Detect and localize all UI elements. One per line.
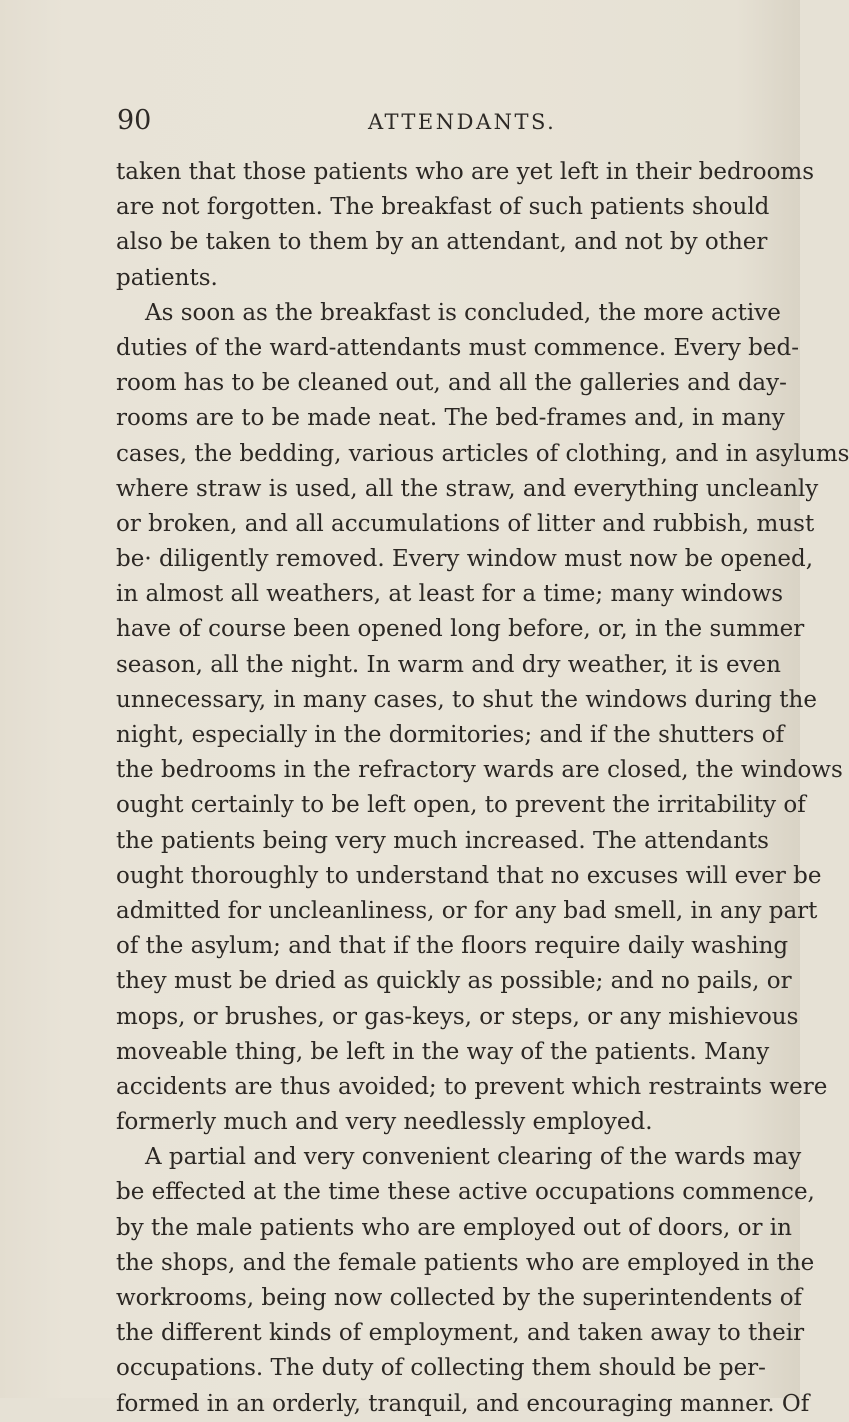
text-line: the different kinds of employment, and taken away to their — [116, 1320, 805, 1347]
text-line: formed in an orderly, tranquil, and encouraging manner. Of — [116, 1390, 810, 1417]
running-title: ATTENDANTS. — [368, 110, 557, 134]
text-line: A partial and very convenient clearing of the wards may — [145, 1144, 802, 1171]
text-line: admitted for uncleanliness, or for any bad smell, in any part — [116, 897, 818, 924]
text-line: the patients being very much increased. The attendants — [116, 827, 769, 854]
text-line: season, all the night. In warm and dry weather, it is even — [116, 651, 781, 678]
text-line: workrooms, being now collected by the superintendents of — [116, 1285, 803, 1311]
page-number: 90 — [117, 105, 152, 136]
text-line: by the male patients who are employed out of doors, or in — [116, 1214, 792, 1241]
text-line: formerly much and very needlessly employed. — [116, 1109, 653, 1136]
text-line: have of course been opened long before, or, in the summer — [116, 616, 805, 643]
body-text — [116, 155, 849, 1422]
text-line: night, especially in the dormitories; and if the shutters of — [116, 722, 785, 748]
text-line: ought thoroughly to understand that no excuses will ever be — [116, 862, 822, 889]
text-line: mops, or brushes, or gas-keys, or steps, or any mishievous — [116, 1003, 799, 1030]
text-line: in almost all weathers, at least for a time; many windows — [116, 581, 784, 608]
text-line: occupations. The duty of collecting them should be per- — [116, 1355, 766, 1382]
text-line: or broken, and all accumulations of litter and rubbish, must — [116, 510, 815, 537]
text-line: also be taken to them by an attendant, and not by other — [116, 229, 768, 256]
text-line: accidents are thus avoided; to prevent which restraints were — [116, 1073, 828, 1100]
text-line: moveable thing, be left in the way of the patients. Many — [116, 1038, 770, 1065]
text-line: patients. — [116, 264, 218, 291]
text-line: taken that those patients who are yet left in their bedrooms — [116, 159, 815, 185]
text-line: the shops, and the female patients who are employed in the — [116, 1249, 815, 1276]
text-line: room has to be cleaned out, and all the galleries and day- — [116, 370, 787, 397]
text-line: cases, the bedding, various articles of clothing, and in asylums — [116, 440, 849, 467]
text-line: the bedrooms in the refractory wards are closed, the windows — [116, 757, 843, 784]
text-line: ought certainly to be left open, to prevent the irritability of — [116, 792, 806, 819]
text-line: where straw is used, all the straw, and everything uncleanly — [116, 475, 819, 502]
text-line: rooms are to be made neat. The bed-frames and, in many — [116, 405, 785, 432]
text-line: be· diligently removed. Every window must now be opened, — [116, 546, 814, 573]
text-line: they must be dried as quickly as possible; and no pails, or — [116, 968, 792, 995]
text-line: be effected at the time these active occupations commence, — [116, 1179, 815, 1206]
text-line: are not forgotten. The breakfast of such patients should — [116, 194, 770, 221]
running-head — [117, 104, 748, 138]
text-line: unnecessary, in many cases, to shut the windows during the — [116, 686, 817, 713]
text-line: As soon as the breakfast is concluded, the more active — [145, 299, 781, 326]
text-line: of the asylum; and that if the floors require daily washing — [116, 933, 789, 960]
text-line: duties of the ward-attendants must commence. Every bed- — [116, 334, 800, 361]
